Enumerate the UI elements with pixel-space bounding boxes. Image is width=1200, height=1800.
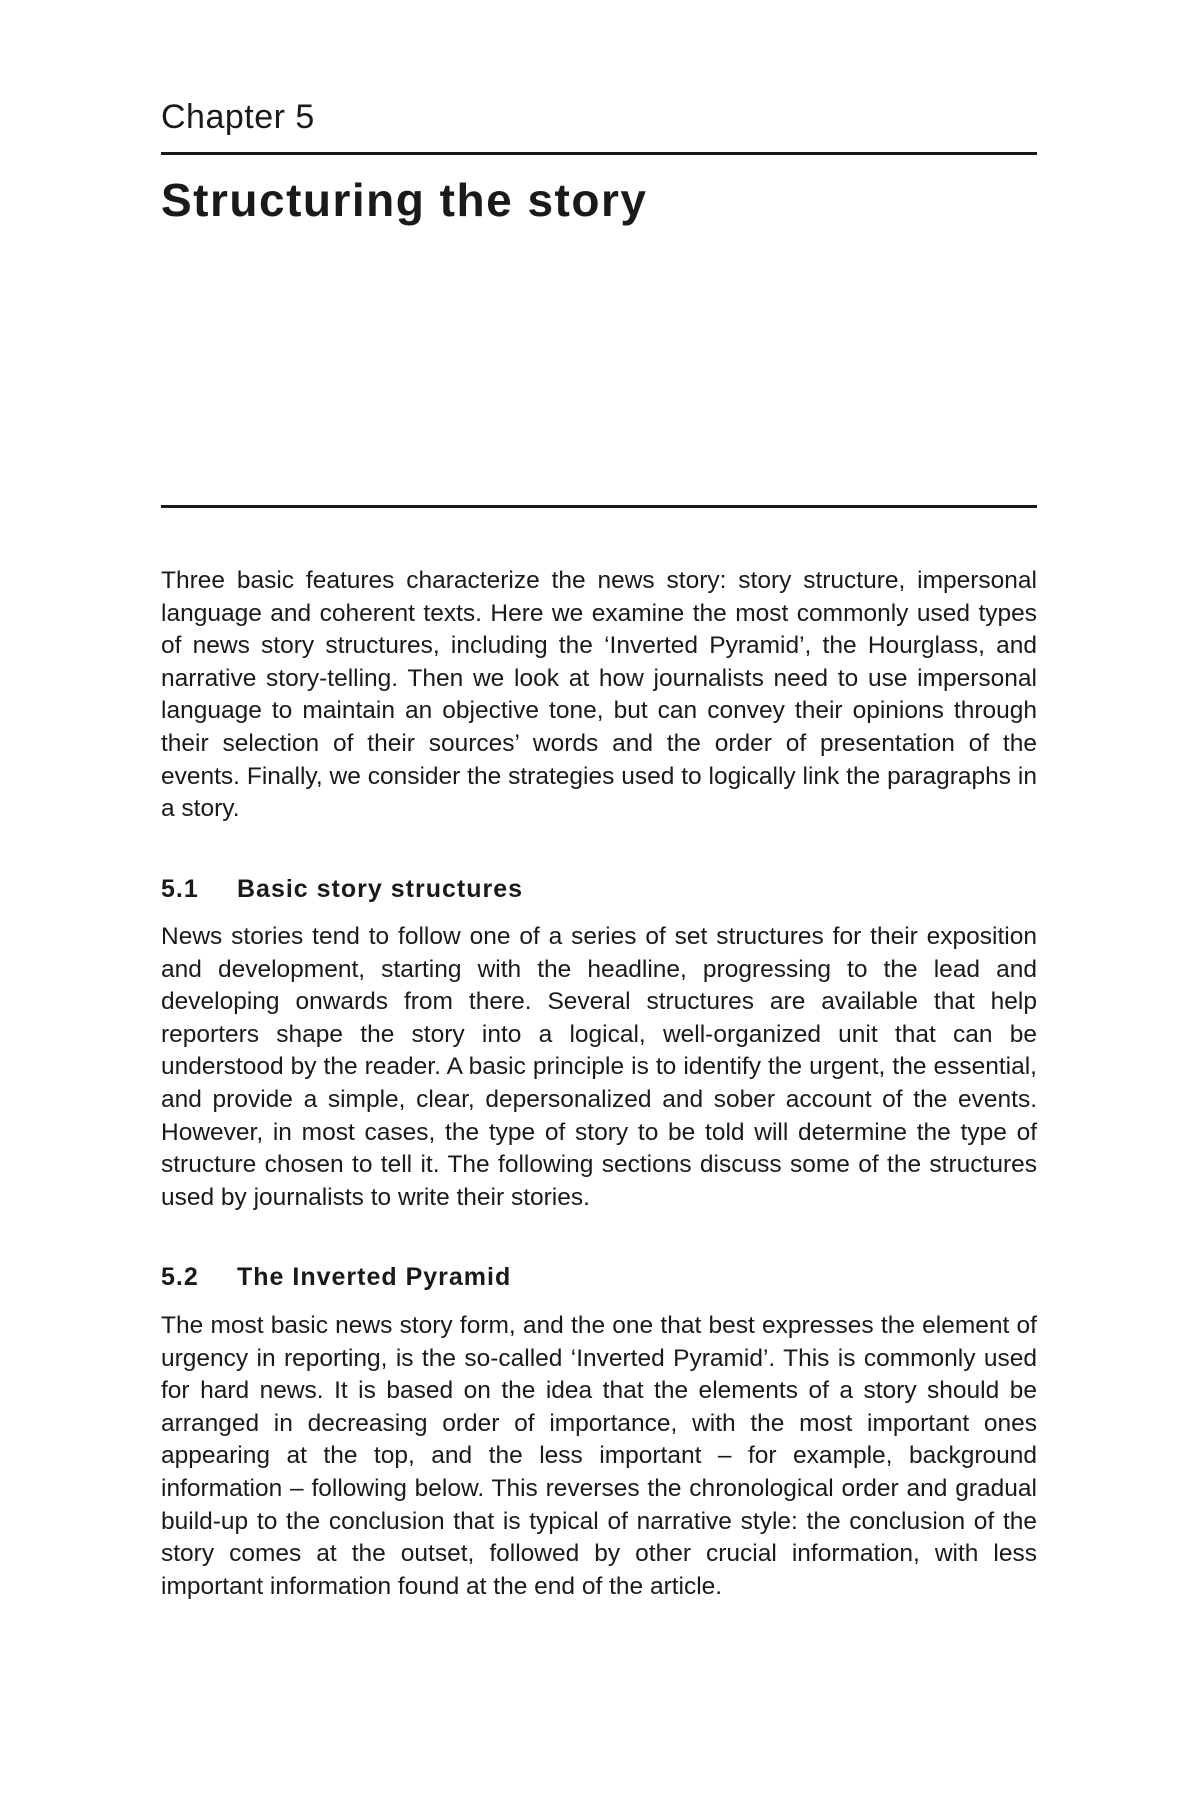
section-heading-5-2: [161, 1265, 511, 1290]
section-number: 5.2: [161, 1263, 199, 1291]
chapter-top-rule: [161, 152, 1037, 155]
chapter-title: Structuring the story: [161, 174, 648, 226]
chapter-label: Chapter 5: [161, 98, 315, 136]
section-title: The Inverted Pyramid: [237, 1263, 512, 1291]
section-paragraph-5-1: News stories tend to follow one of a series of set structures for their exposition and development, starting with the headline, progressing to the lead and developing onwards from there. Several structures are available that help reporters shape the story into a logical, well-organized unit that can be understood by the reader. A basic principle is to identify the urgent, the essential, and provide a simple, clear, depersonalized and sober account of the events. However, in most cases, the type of story to be told will determine the type of structure chosen to tell it. The following sections discuss some of the structures used by journalists to write their stories.: [161, 923, 1037, 1211]
chapter-bottom-rule: [161, 505, 1037, 508]
section-number: 5.1: [161, 875, 199, 903]
section-heading-5-1: [161, 877, 523, 902]
book-page: [161, 0, 1037, 1800]
section-paragraph-5-2: The most basic news story form, and the one that best expresses the element of urgency in reporting, is the so-called ‘Inverted Pyramid’. This is commonly used for hard news. It is based on the idea that the elements of a story should be arranged in decreasing order of importance, with the most important ones appearing at the top, and the less important – for example, background information – following below. This reverses the chronological order and gradual build-up to the conclusion that is typical of narrative style: the conclusion of the story comes at the outset, followed by other crucial information, with less important information found at the end of the article.: [161, 1312, 1037, 1600]
intro-paragraph: Three basic features characterize the news story: story structure, impersonal language and coherent texts. Here we examine the most commonly used types of news story structures, including the ‘Inverted Pyramid’, the Hourglass, and narrative story-telling. Then we look at how journalists need to use impersonal language to maintain an objective tone, but can convey their opinions through their selection of their sources’ words and the order of presentation of the events. Finally, we consider the strategies used to logically link the paragraphs in a story.: [161, 567, 1037, 823]
section-title: Basic story structures: [237, 875, 524, 903]
